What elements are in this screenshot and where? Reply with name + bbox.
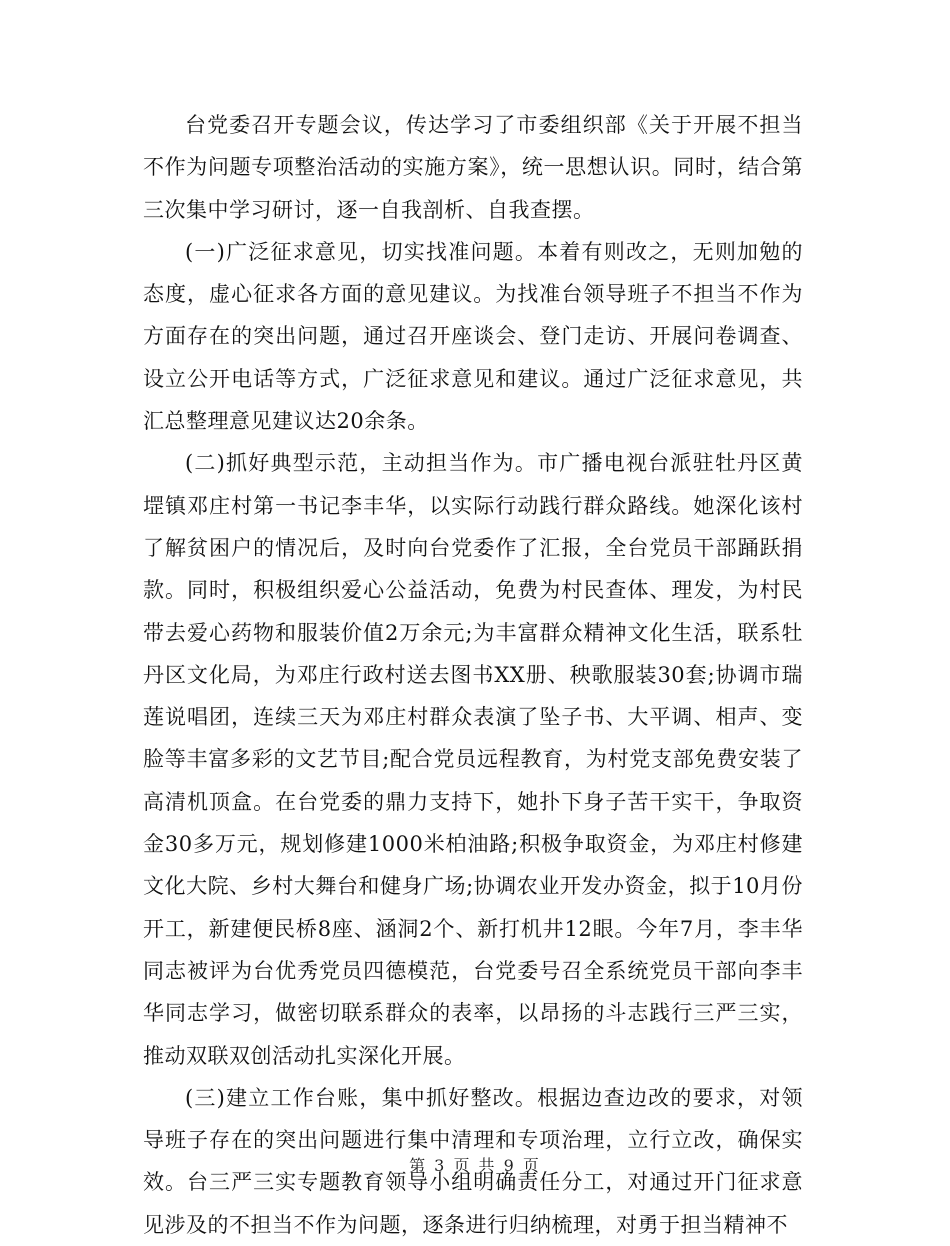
- paragraph-section-1: (一)广泛征求意见，切实找准问题。本着有则改之，无则加勉的态度，虚心征求各方面的意见建议。为找准台领导班子不担当不作为方面存在的突出问题，通过召开座谈会、登门走访、开展问卷调查、设立公开电话等方式，广泛征求意见和建议。通过广泛征求意见，共汇总整理意见建议达20余条。: [143, 239, 803, 434]
- document-body: [143, 104, 803, 1246]
- paragraph-section-2: (二)抓好典型示范，主动担当作为。市广播电视台派驻牡丹区黄堽镇邓庄村第一书记李丰华，以实际行动践行群众路线。她深化该村了解贫困户的情况后，及时向台党委作了汇报，全台党员干部踊跃捐款。同时，积极组织爱心公益活动，免费为村民查体、理发，为村民带去爱心药物和服装价值2万余元;为丰富群众精神文化生活，联系牡丹区文化局，为邓庄行政村送去图书XX册、秧歌服装30套;协调市瑞莲说唱团，连续三天为邓庄村群众表演了坠子书、大平调、相声、变脸等丰富多彩的文艺节目;配合党员远程教育，为村党支部免费安装了高清机顶盒。在台党委的鼎力支持下，她扑下身子苦干实干，争取资金30多万元，规划修建1000米柏油路;积极争取资金，为邓庄村修建文化大院、乡村大舞台和健身广场;协调农业开发办资金，拟于10月份开工，新建便民桥8座、涵洞2个、新打机井12眼。今年7月，李丰华同志被评为台优秀党员四德模范，台党委号召全系统党员干部向李丰华同志学习，做密切联系群众的表率，以昂扬的斗志践行三严三实，推动双联双创活动扎实深化开展。: [143, 451, 803, 1068]
- page-number-footer: 第 3 页 共 9 页: [409, 1156, 541, 1175]
- paragraph-intro: 台党委召开专题会议，传达学习了市委组织部《关于开展不担当不作为问题专项整治活动的实施方案》，统一思想认识。同时，结合第三次集中学习研讨，逐一自我剖析、自我查摆。: [143, 113, 803, 222]
- paragraph-section-3: (三)建立工作台账，集中抓好整改。根据边查边改的要求，对领导班子存在的突出问题进行集中清理和专项治理，立行立改，确保实效。台三严三实专题教育领导小组明确责任分工，对通过开门征求意见涉及的不担当不作为问题，逐条进行归纳梳理，对勇于担当精神不: [143, 1085, 803, 1237]
